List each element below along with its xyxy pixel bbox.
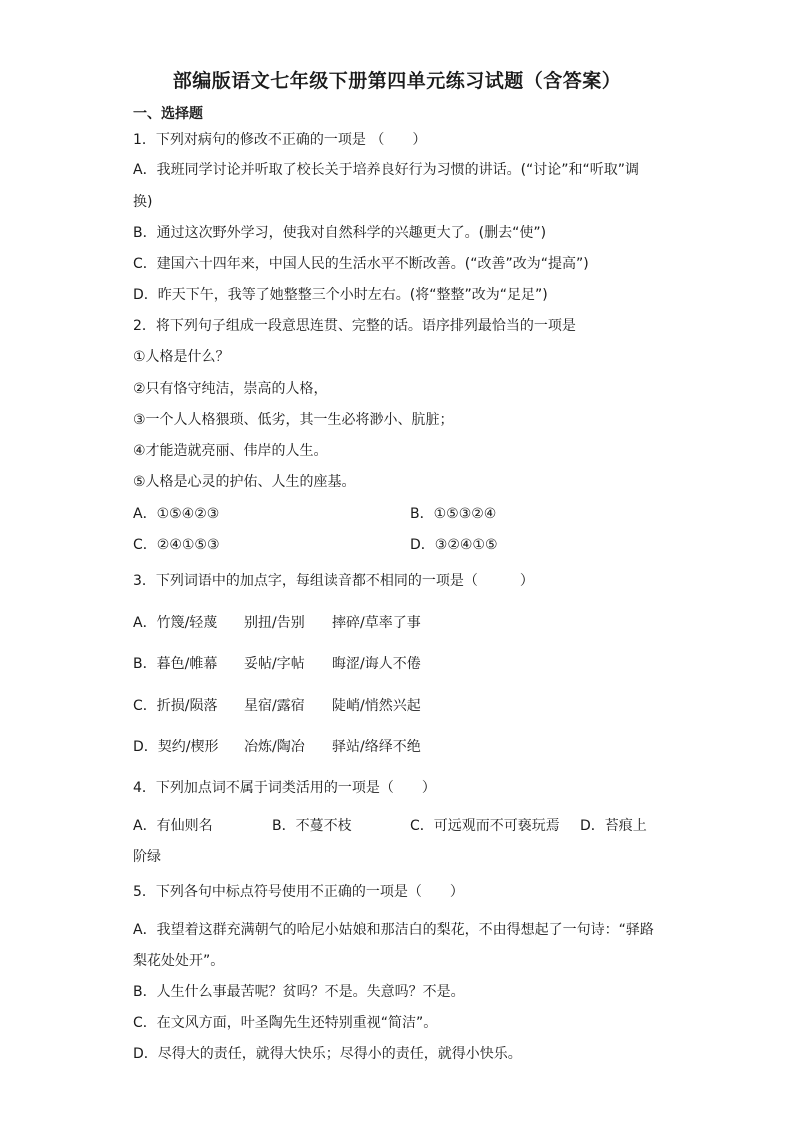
question-3-option-c-3: 陡峭/悄然兴起 — [332, 698, 421, 714]
question-3-option-a-3: 摔碎/草率了事 — [332, 615, 421, 631]
question-4-option-d: D．苔痕上 — [580, 818, 647, 834]
question-3-option-d-3: 驿站/络绎不绝 — [332, 739, 421, 755]
question-3-option-c-1: C．折损/陨落 — [133, 698, 218, 714]
question-3-option-b-2: 妥帖/字帖 — [244, 656, 305, 672]
question-3-stem: 3．下列词语中的加点字，每组读音都不相同的一项是（ ） — [133, 573, 534, 589]
section-heading: 一、选择题 — [133, 106, 203, 122]
question-5-option-a: A．我望着这群充满朝气的哈尼小姑娘和那洁白的梨花，不由得想起了一句诗：“驿路 — [133, 922, 654, 938]
question-2-option-d: D．③②④①⑤ — [410, 537, 498, 553]
question-5-option-d: D．尽得大的责任，就得大快乐；尽得小的责任，就得小快乐。 — [133, 1046, 522, 1062]
question-4-option-c: C．可远观而不可亵玩焉 — [410, 818, 560, 834]
question-4-option-d-cont: 阶绿 — [133, 849, 161, 865]
question-3-option-a-1: A．竹篾/轻蔑 — [133, 615, 218, 631]
question-2-sentence-2: ②只有恪守纯洁，崇高的人格， — [133, 381, 328, 397]
question-2-option-a: A．①⑤④②③ — [133, 506, 220, 522]
question-1-option-d: D．昨天下午，我等了她整整三个小时左右。(将“整整”改为“足足”) — [133, 287, 548, 303]
question-3-option-c-2: 星宿/露宿 — [244, 698, 305, 714]
question-2-stem: 2．将下列句子组成一段意思连贯、完整的话。语序排列最恰当的一项是 — [133, 318, 576, 334]
question-4-option-b: B．不蔓不枝 — [272, 818, 352, 834]
question-3-option-a-2: 别扭/告别 — [244, 615, 305, 631]
question-1-stem: 1．下列对病句的修改不正确的一项是 （ ） — [133, 132, 427, 148]
question-3-option-b-1: B．暮色/帷幕 — [133, 656, 218, 672]
question-5-option-c: C．在文风方面，叶圣陶先生还特别重视“简洁”。 — [133, 1015, 438, 1031]
question-2-sentence-4: ④才能造就亮丽、伟岸的人生。 — [133, 443, 328, 459]
question-1-option-c: C．建国六十四年来，中国人民的生活水平不断改善。(“改善”改为“提高”) — [133, 256, 589, 272]
page-title: 部编版语文七年级下册第四单元练习试题（含答案） — [172, 70, 622, 92]
question-2-sentence-3: ③一个人人格猥琐、低劣，其一生必将渺小、肮脏； — [133, 412, 454, 428]
question-1-option-a-cont: 换) — [133, 194, 153, 210]
question-1-option-a: A．我班同学讨论并听取了校长关于培养良好行为习惯的讲话。(“讨论”和“听取”调 — [133, 162, 640, 178]
question-3-option-d-1: D．契约/楔形 — [133, 739, 219, 755]
question-1-option-b: B．通过这次野外学习，使我对自然科学的兴趣更大了。(删去“使”) — [133, 225, 547, 241]
question-4-stem: 4．下列加点词不属于词类活用的一项是（ ） — [133, 780, 436, 796]
question-5-stem: 5．下列各句中标点符号使用不正确的一项是（ ） — [133, 884, 464, 900]
question-2-option-b: B．①⑤③②④ — [410, 506, 497, 522]
question-5-option-b: B．人生什么事最苦呢？贫吗？不是。失意吗？不是。 — [133, 984, 465, 1000]
question-2-sentence-1: ①人格是什么？ — [133, 349, 230, 365]
question-2-sentence-5: ⑤人格是心灵的护佑、人生的座基。 — [133, 474, 356, 490]
question-2-option-c: C．②④①⑤③ — [133, 537, 220, 553]
question-4-option-a: A．有仙则名 — [133, 818, 213, 834]
question-3-option-b-3: 晦涩/诲人不倦 — [332, 656, 421, 672]
question-3-option-d-2: 冶炼/陶冶 — [244, 739, 305, 755]
question-5-option-a-cont: 梨花处处开”。 — [133, 953, 225, 969]
